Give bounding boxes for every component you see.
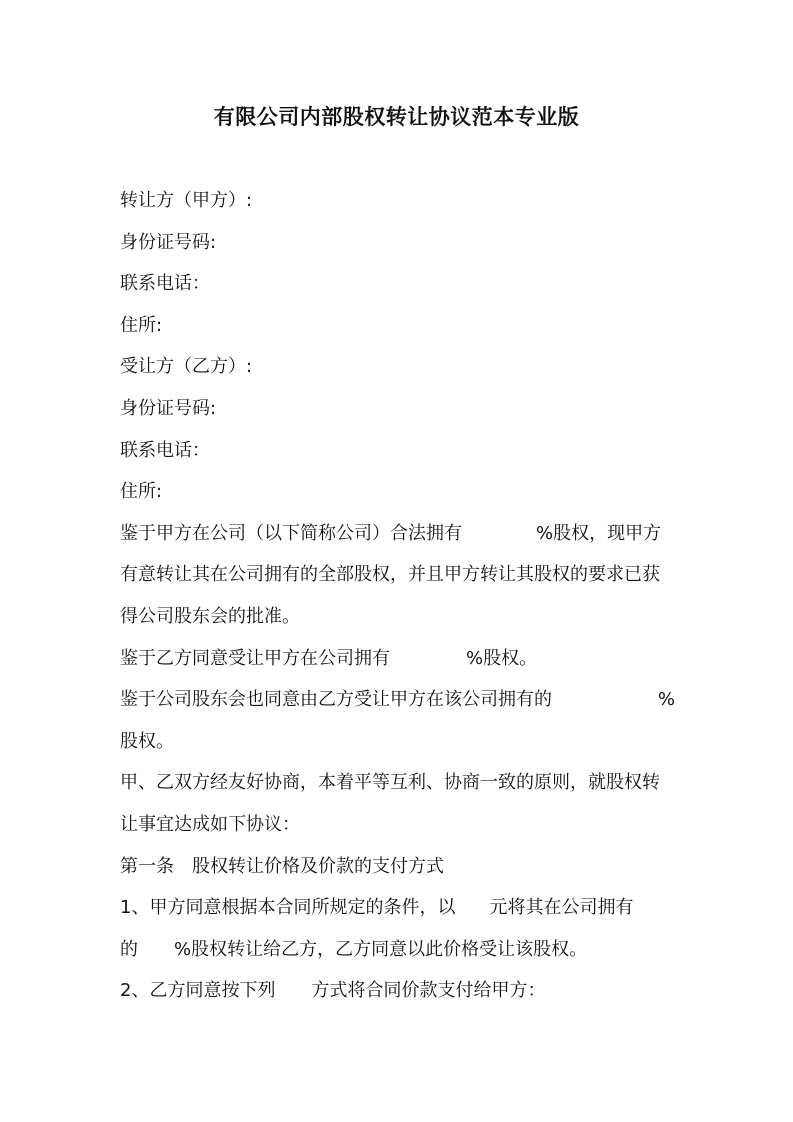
recital-1-line-2: 有意转让其在公司拥有的全部股权，并且甲方转让其股权的要求已获 <box>120 564 660 586</box>
clause-1-line-1 <box>120 890 675 932</box>
clause-1-text-c: 的 <box>120 938 138 960</box>
party-a-phone-label: 联系电话： <box>120 273 210 295</box>
recital-2-text-a: 鉴于乙方同意受让甲方在公司拥有 <box>120 647 390 669</box>
recital-1-text-b: %股权，现甲方 <box>536 522 662 544</box>
clause-1-text-a: 1、甲方同意根据本合同所规定的条件，以 <box>120 897 456 919</box>
clause-2-text-a: 2、乙方同意按下列 <box>120 980 276 1002</box>
recital-3-line-1 <box>120 682 675 724</box>
clause-2-text-b: 方式将合同价款支付给甲方： <box>311 980 546 1002</box>
preamble-line-1: 甲、乙双方经友好协商，本着平等互利、协商一致的原则，就股权转 <box>120 772 660 794</box>
recital-2 <box>120 641 675 683</box>
recital-3-line-2: 股权。 <box>120 730 174 752</box>
party-b-name-label: 受让方（乙方）: <box>120 356 253 378</box>
clause-1-line-2 <box>120 932 675 974</box>
article-1-heading: 第一条 股权转让价格及价款的支付方式 <box>120 855 444 877</box>
party-b-address-label: 住所: <box>120 481 163 503</box>
recital-3-text-b: % <box>657 689 675 711</box>
party-a-name-label: 转让方（甲方）: <box>120 190 253 211</box>
recital-1-line-3: 得公司股东会的批准。 <box>120 605 300 627</box>
party-a-id-label: 身份证号码: <box>120 231 217 253</box>
party-b-phone-label: 联系电话： <box>120 439 210 461</box>
clause-2 <box>120 973 675 1015</box>
recital-2-text-b: %股权。 <box>466 647 538 669</box>
clause-1-text-d: %股权转让给乙方，乙方同意以此价格受让该股权。 <box>174 938 588 960</box>
document-title: 有限公司内部股权转让协议范本专业版 <box>213 105 580 129</box>
recital-3-text-a: 鉴于公司股东会也同意由乙方受让甲方在该公司拥有的 <box>120 689 552 711</box>
party-a-address-label: 住所: <box>120 314 163 336</box>
document-body <box>120 183 675 1015</box>
recital-1-line-1 <box>120 516 675 558</box>
clause-1-text-b: 元将其在公司拥有 <box>489 897 634 919</box>
recital-1-text-a: 鉴于甲方在公司（以下简称公司）合法拥有 <box>120 522 462 544</box>
party-b-id-label: 身份证号码: <box>120 397 217 419</box>
preamble-line-2: 让事宜达成如下协议： <box>120 813 300 835</box>
